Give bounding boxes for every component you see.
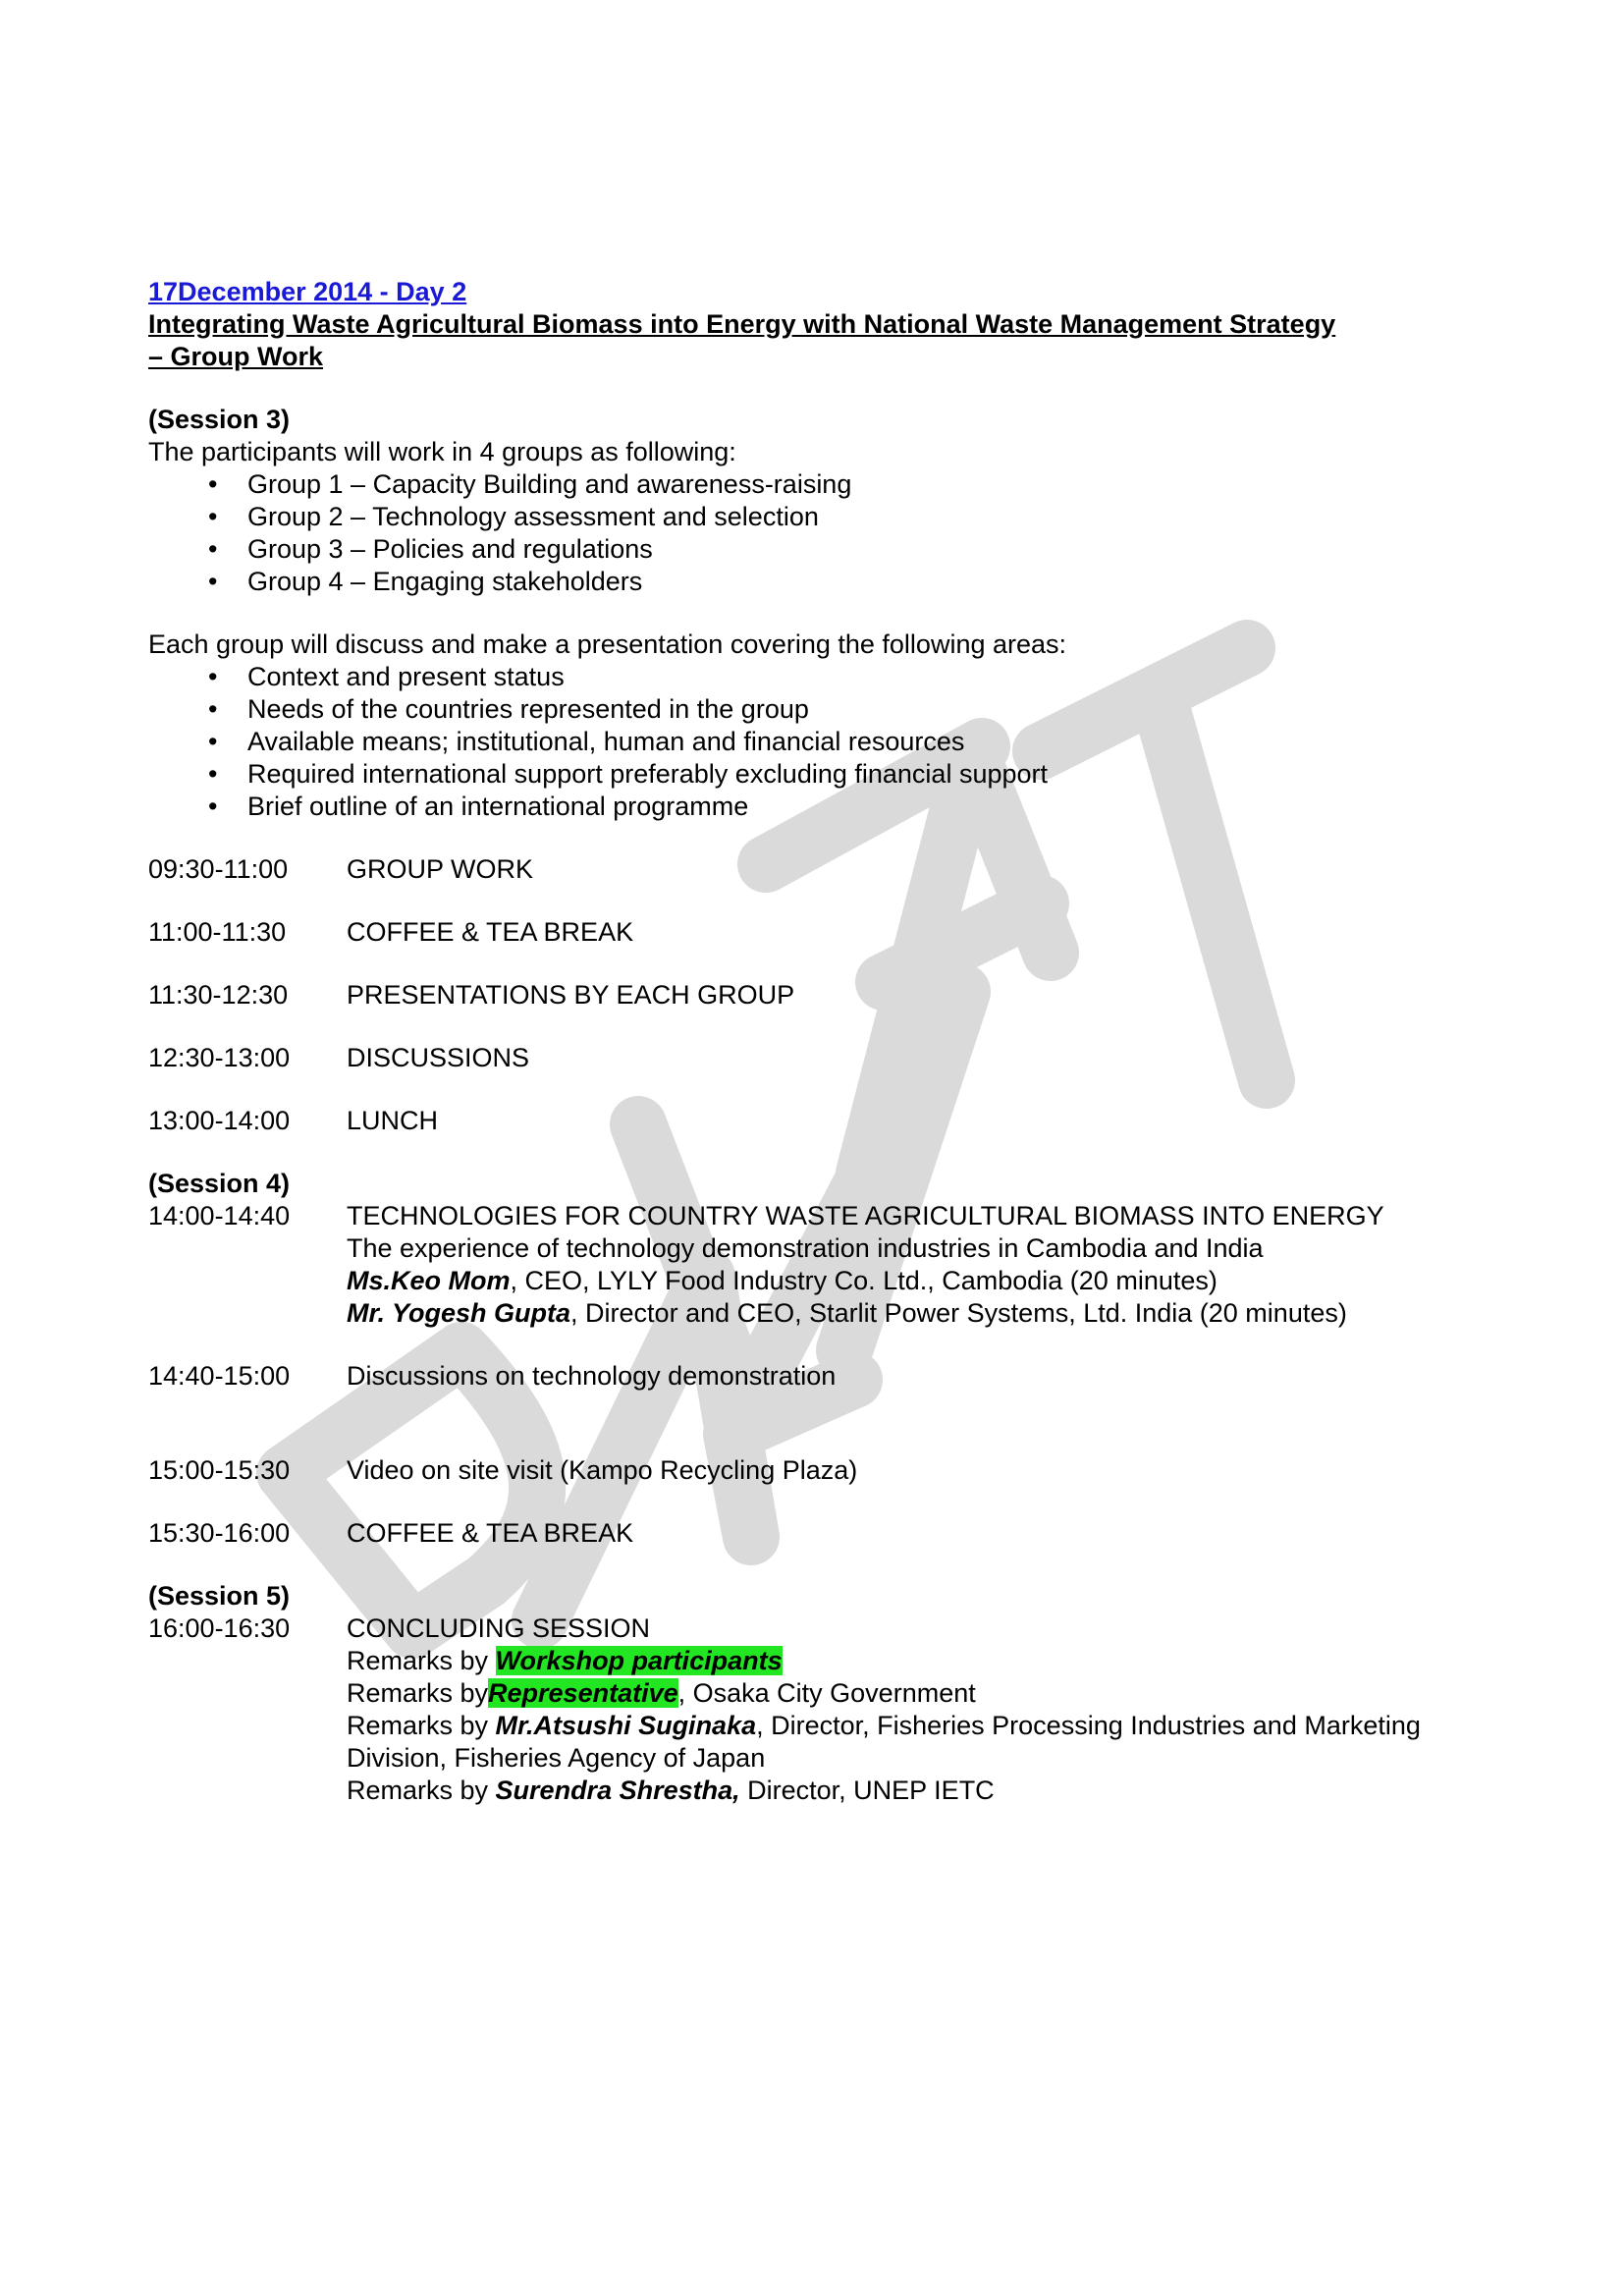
session-3-label: (Session 3)	[148, 405, 291, 434]
groups-list	[148, 468, 1523, 598]
list-item: • Required international support preferably excluding financial support	[148, 758, 1523, 791]
groups-intro: The participants will work in 4 groups as following:	[148, 437, 736, 466]
list-item: • Brief outline of an international programme	[148, 791, 1523, 823]
remarks-prefix: Remarks by	[347, 1678, 489, 1708]
slot-description: Video on site visit (Kampo Recycling Plaza)	[347, 1455, 858, 1485]
schedule-row	[148, 916, 1523, 949]
areas-intro: Each group will discuss and make a presentation covering the following areas:	[148, 629, 1067, 659]
remarks-prefix: Remarks by	[347, 1646, 496, 1675]
time-slot: 09:30-11:00	[148, 854, 289, 884]
remarks-line	[347, 1645, 1523, 1677]
highlighted-speaker: Representative	[488, 1678, 678, 1708]
session-4-label: (Session 4)	[148, 1169, 291, 1198]
speaker-name: Mr.Atsushi Suginaka	[495, 1711, 757, 1740]
schedule-row	[148, 1613, 1523, 1807]
remarks-prefix: Remarks by	[347, 1711, 496, 1740]
speaker-details: Director, UNEP IETC	[739, 1776, 995, 1805]
time-slot: 15:30-16:00	[148, 1518, 291, 1548]
date-heading-link[interactable]: 17December 2014 - Day 2	[148, 277, 467, 306]
remarks-line	[347, 1710, 1523, 1742]
slot-description: COFFEE & TEA BREAK	[347, 917, 634, 947]
slot-title: CONCLUDING SESSION	[347, 1613, 651, 1643]
time-slot: 16:00-16:30	[148, 1613, 291, 1643]
list-item: • Needs of the countries represented in the group	[148, 693, 1523, 726]
slot-subtitle: The experience of technology demonstration industries in Cambodia and India	[347, 1233, 1264, 1263]
speaker-name: Mr. Yogesh Gupta	[347, 1298, 571, 1328]
slot-description: Discussions on technology demonstration	[347, 1361, 837, 1391]
schedule-row	[148, 1105, 1523, 1137]
slot-description: LUNCH	[347, 1106, 439, 1135]
speaker-name: Surendra Shrestha,	[495, 1776, 740, 1805]
speaker-details: , Osaka City Government	[677, 1678, 976, 1708]
speaker-details: , CEO, LYLY Food Industry Co. Ltd., Cambodia (20 minutes)	[510, 1266, 1217, 1295]
time-slot: 11:30-12:30	[148, 980, 289, 1010]
speaker-details-continued: Division, Fisheries Agency of Japan	[347, 1743, 766, 1773]
remarks-line	[347, 1775, 1523, 1807]
speaker-details: , Director and CEO, Starlit Power Systems, Ltd. India (20 minutes)	[570, 1298, 1347, 1328]
schedule-row	[148, 1200, 1523, 1330]
remarks-prefix: Remarks by	[347, 1776, 496, 1805]
time-slot: 13:00-14:00	[148, 1106, 291, 1135]
list-item: • Group 2 – Technology assessment and selection	[148, 501, 1523, 533]
schedule-row	[148, 853, 1523, 886]
session-5-label: (Session 5)	[148, 1581, 291, 1611]
time-slot: 12:30-13:00	[148, 1043, 291, 1072]
title-line-1: Integrating Waste Agricultural Biomass into Energy with National Waste Management Strategy	[148, 309, 1336, 339]
list-item: • Group 1 – Capacity Building and awareness-raising	[148, 468, 1523, 501]
remarks-line	[347, 1677, 1523, 1710]
slot-description: DISCUSSIONS	[347, 1043, 530, 1072]
slot-description: GROUP WORK	[347, 854, 534, 884]
areas-list	[148, 661, 1523, 823]
list-item: • Group 3 – Policies and regulations	[148, 533, 1523, 566]
schedule-row	[148, 1042, 1523, 1074]
slot-description: PRESENTATIONS BY EACH GROUP	[347, 980, 795, 1010]
list-item: • Context and present status	[148, 661, 1523, 693]
slot-description: COFFEE & TEA BREAK	[347, 1518, 634, 1548]
time-slot: 11:00-11:30	[148, 917, 287, 947]
title-line-2: – Group Work	[148, 342, 324, 371]
schedule-row	[148, 1360, 1523, 1393]
time-slot: 14:00-14:40	[148, 1201, 291, 1230]
speaker-name: Ms.Keo Mom	[347, 1266, 511, 1295]
schedule-row	[148, 1454, 1523, 1487]
speaker-line	[347, 1297, 1523, 1330]
list-item: • Available means; institutional, human and financial resources	[148, 726, 1523, 758]
time-slot: 14:40-15:00	[148, 1361, 291, 1391]
highlighted-speaker: Workshop participants	[495, 1646, 783, 1675]
list-item: • Group 4 – Engaging stakeholders	[148, 566, 1523, 598]
schedule-row	[148, 1517, 1523, 1550]
time-slot: 15:00-15:30	[148, 1455, 291, 1485]
speaker-details: , Director, Fisheries Processing Industries and Marketing	[756, 1711, 1421, 1740]
slot-title: TECHNOLOGIES FOR COUNTRY WASTE AGRICULTURAL BIOMASS INTO ENERGY	[347, 1201, 1384, 1230]
speaker-line	[347, 1265, 1523, 1297]
schedule-row	[148, 979, 1523, 1011]
